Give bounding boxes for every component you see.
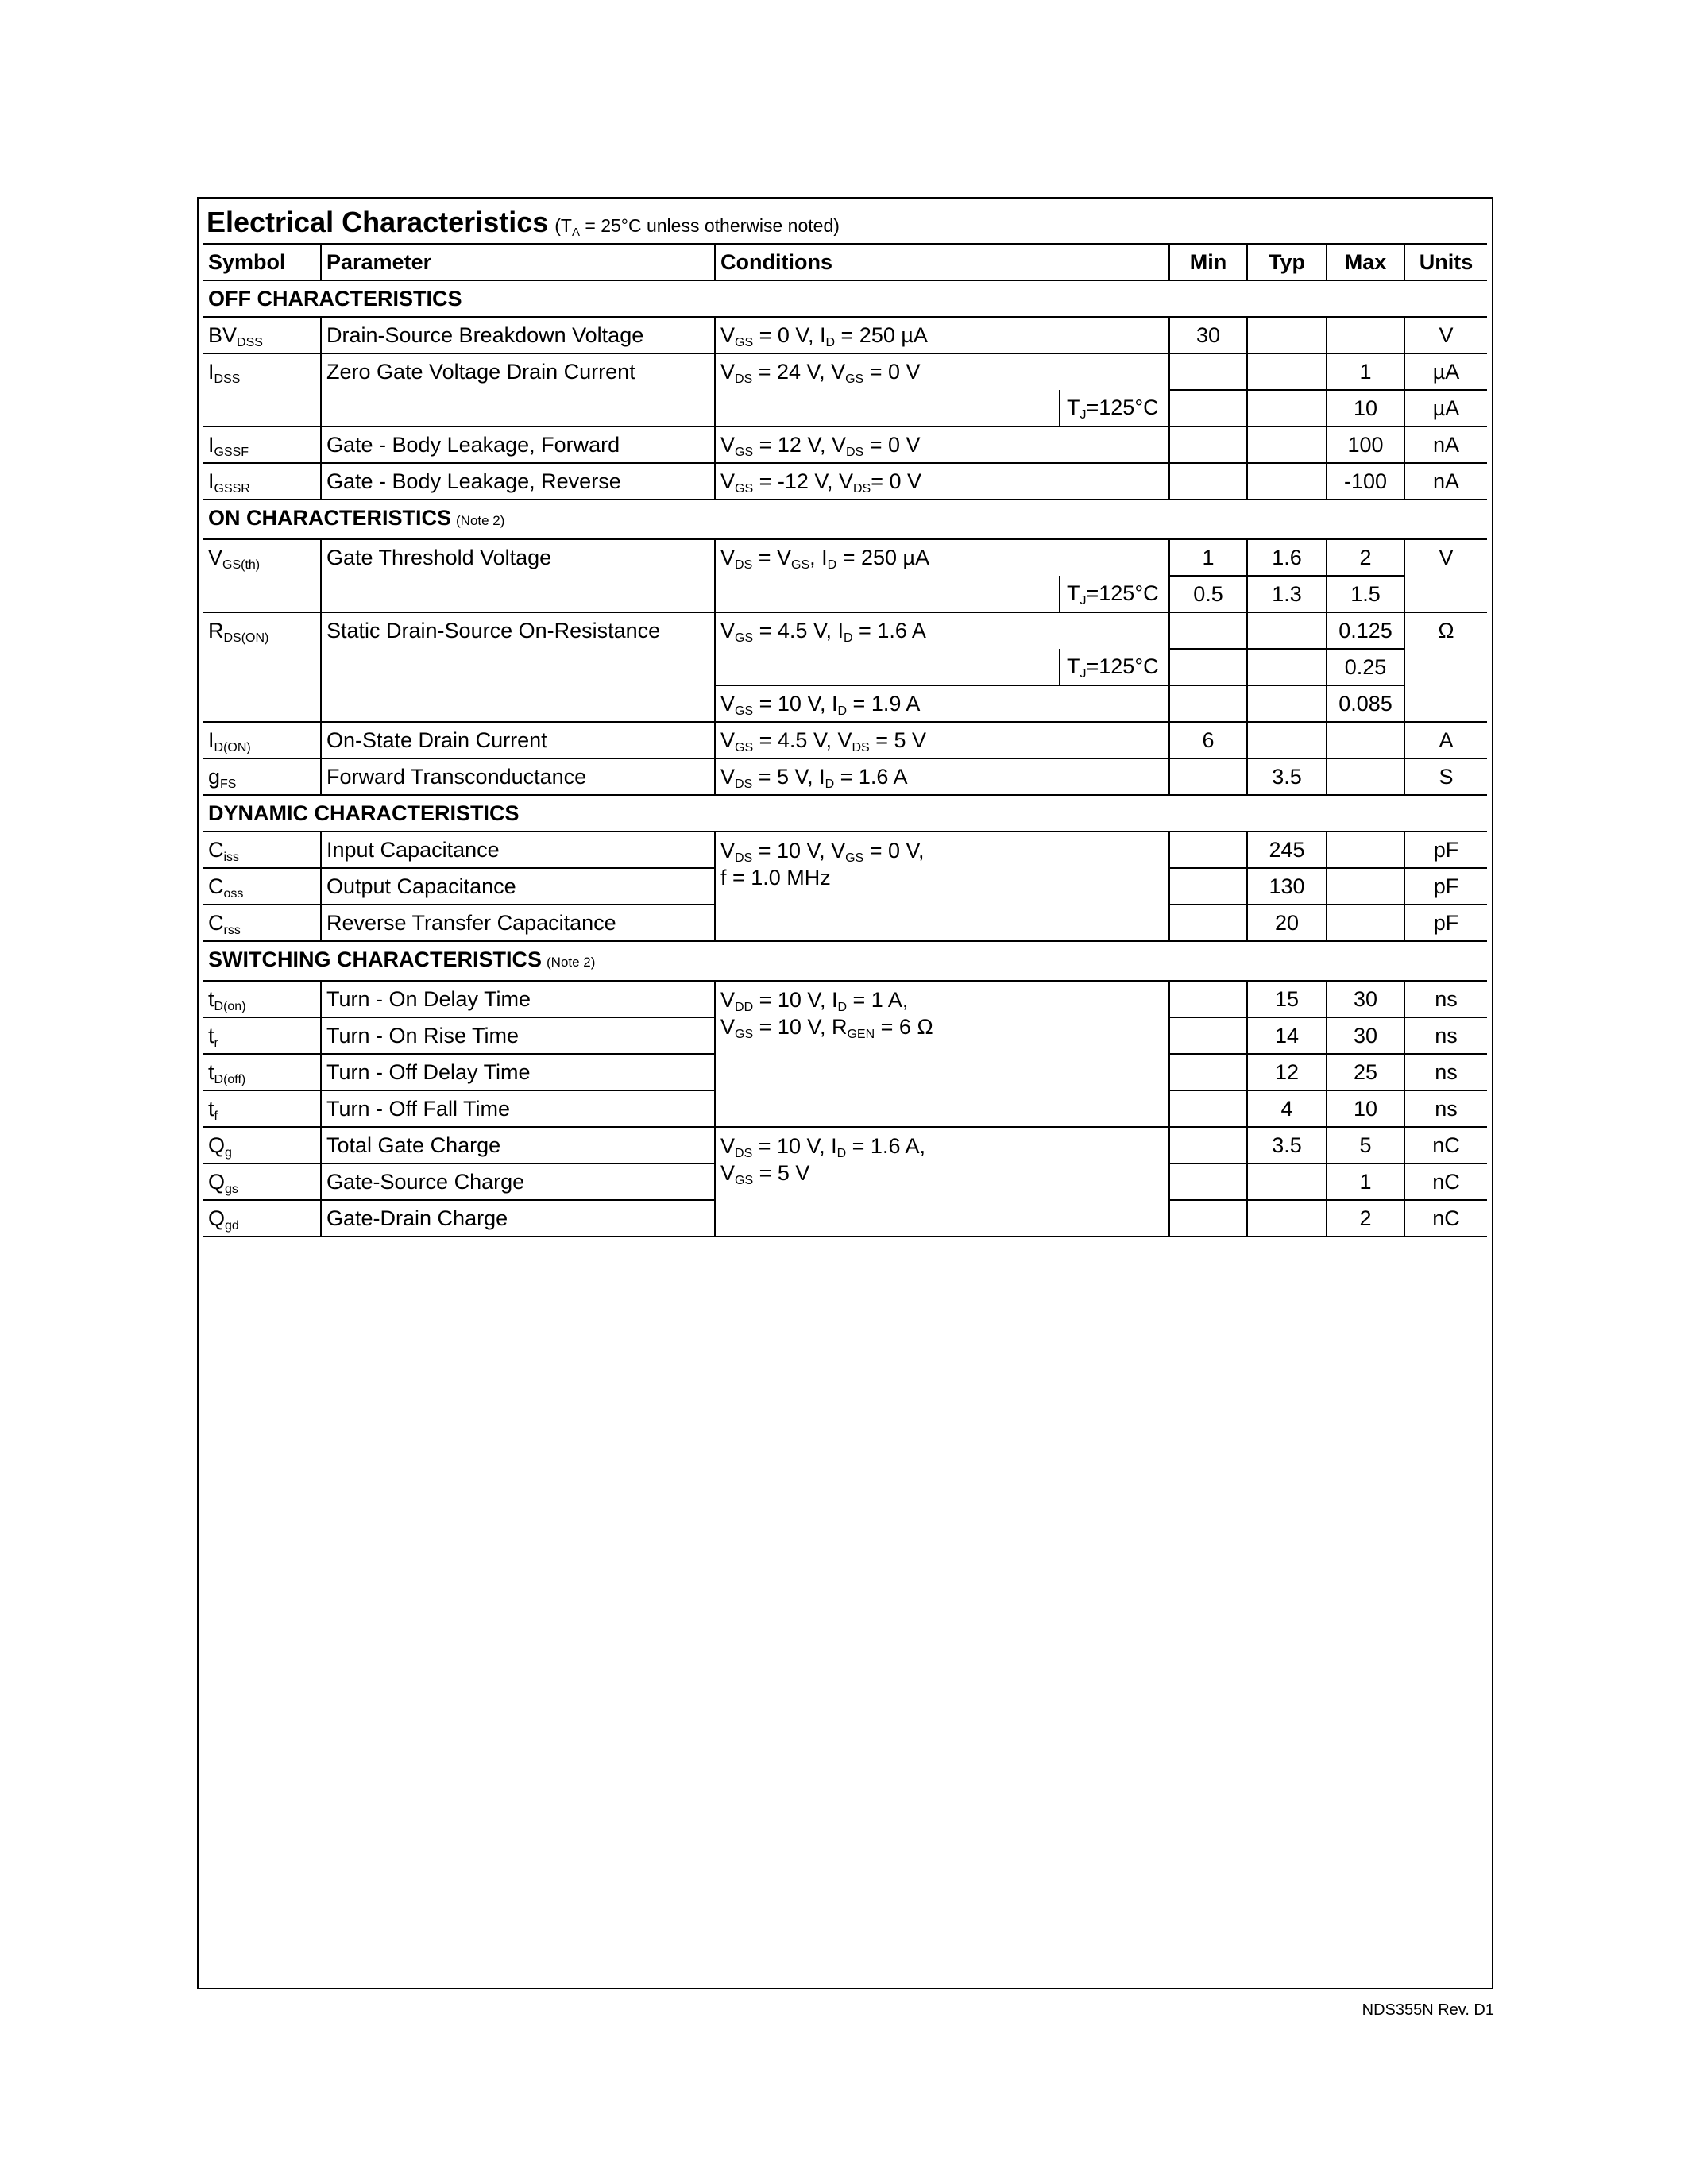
conditions-cell: $V_{GS} = 0$ V, $I_D = 250$ µA — [715, 317, 1169, 353]
table-cell: OFF CHARACTERISTICS — [203, 280, 1487, 317]
table-row — [203, 649, 1487, 685]
table-cell: 30 — [1169, 317, 1247, 353]
symbol-cell: $t_r$ — [203, 1017, 321, 1054]
conditions-cell: $V_{DS} = 10$ V, $I_D = 1.6$ A, $V_{GS} = 5$ V — [715, 1127, 1169, 1237]
table-cell: nA — [1404, 426, 1487, 463]
symbol-cell: $C_{oss}$ — [203, 868, 321, 905]
table-cell — [1247, 390, 1327, 426]
table-cell — [203, 685, 321, 722]
symbol-cell: $R_{DS(ON)}$ — [203, 612, 321, 649]
table-cell — [321, 685, 715, 722]
col-conditions: Conditions — [715, 244, 1169, 280]
symbol-cell: $C_{rss}$ — [203, 905, 321, 941]
table-cell — [1327, 905, 1404, 941]
conditions-cell: $V_{GS} = 4.5$ V, $V_{DS} = 5$ V — [715, 722, 1169, 758]
table-cell: 30 — [1327, 981, 1404, 1017]
table-cell: nC — [1404, 1200, 1487, 1237]
table-cell — [1169, 426, 1247, 463]
table-cell: 2 — [1327, 539, 1404, 576]
section-off — [203, 280, 1487, 317]
table-cell: ON CHARACTERISTICS (Note 2) — [203, 500, 1487, 539]
table-cell: DYNAMIC CHARACTERISTICS — [203, 795, 1487, 832]
table-cell: 1.6 — [1247, 539, 1327, 576]
table-cell — [715, 576, 1169, 612]
table-cell: 1 — [1169, 539, 1247, 576]
table-row — [203, 353, 1487, 390]
table-cell: ns — [1404, 981, 1487, 1017]
table-cell — [1169, 1200, 1247, 1237]
table-row — [203, 758, 1487, 795]
table-cell: 1 — [1327, 353, 1404, 390]
table-cell: 6 — [1169, 722, 1247, 758]
table-cell — [1169, 1163, 1247, 1200]
table-cell: pF — [1404, 832, 1487, 868]
table-cell: 130 — [1247, 868, 1327, 905]
conditions-cell: $V_{GS} = 10$ V, $I_D = 1.9$ A — [715, 685, 1169, 722]
table-cell: ns — [1404, 1017, 1487, 1054]
table-cell — [1404, 649, 1487, 685]
table-cell: SWITCHING CHARACTERISTICS (Note 2) — [203, 941, 1487, 981]
table-cell — [1247, 1163, 1327, 1200]
parameter-cell: Gate - Body Leakage, Forward — [321, 426, 715, 463]
table-cell: 1.5 — [1327, 576, 1404, 612]
table-cell: 3.5 — [1247, 1127, 1327, 1163]
table-cell — [1169, 390, 1247, 426]
table-cell — [1327, 832, 1404, 868]
table-cell — [1169, 981, 1247, 1017]
table-cell: 1.3 — [1247, 576, 1327, 612]
table-cell — [1169, 1017, 1247, 1054]
table-cell — [321, 390, 715, 426]
table-cell — [1247, 426, 1327, 463]
heading-conditions: ($T_A = 25^\circ C$ unless otherwise noted) — [554, 215, 840, 239]
conditions-cell — [715, 390, 1169, 426]
table-cell — [1169, 905, 1247, 941]
table-row — [203, 612, 1487, 649]
table-cell: 15 — [1247, 981, 1327, 1017]
table-cell — [1247, 685, 1327, 722]
parameter-cell: Turn - On Delay Time — [321, 981, 715, 1017]
table-cell — [1169, 758, 1247, 795]
parameter-cell: Turn - Off Fall Time — [321, 1090, 715, 1127]
table-cell: 4 — [1247, 1090, 1327, 1127]
table-cell — [715, 649, 1169, 685]
tj-condition: $T_J=125^\circ C$ — [1059, 576, 1169, 612]
table-cell: 12 — [1247, 1054, 1327, 1090]
parameter-cell: Gate-Drain Charge — [321, 1200, 715, 1237]
table-cell: ns — [1404, 1090, 1487, 1127]
header-row — [203, 244, 1487, 280]
symbol-cell: $Q_g$ — [203, 1127, 321, 1163]
parameter-cell: Drain-Source Breakdown Voltage — [321, 317, 715, 353]
symbol-cell: $BV_{DSS}$ — [203, 317, 321, 353]
table-cell: 0.25 — [1327, 649, 1404, 685]
table-cell: V — [1404, 317, 1487, 353]
table-cell: ns — [1404, 1054, 1487, 1090]
table-cell — [203, 390, 321, 426]
table-row — [203, 539, 1487, 576]
conditions-cell: $V_{GS} = 4.5$ V, $I_D = 1.6$ A — [715, 612, 1169, 649]
table-cell — [1169, 463, 1247, 500]
parameter-cell: Turn - Off Delay Time — [321, 1054, 715, 1090]
parameter-cell: Input Capacitance — [321, 832, 715, 868]
table-cell: 1 — [1327, 1163, 1404, 1200]
table-cell — [203, 576, 321, 612]
table-cell — [1247, 317, 1327, 353]
table-cell — [1169, 1090, 1247, 1127]
symbol-cell: $I_{D(ON)}$ — [203, 722, 321, 758]
table-cell: nC — [1404, 1127, 1487, 1163]
conditions-cell: $V_{DS} = 24$ V, $V_{GS} = 0$ V — [715, 353, 1169, 390]
table-cell: 5 — [1327, 1127, 1404, 1163]
section-dynamic — [203, 795, 1487, 832]
table-cell — [1169, 868, 1247, 905]
col-typ: Typ — [1247, 244, 1327, 280]
table-row — [203, 722, 1487, 758]
parameter-cell: Output Capacitance — [321, 868, 715, 905]
table-cell: -100 — [1327, 463, 1404, 500]
table-cell: 10 — [1327, 390, 1404, 426]
table-cell: 0.085 — [1327, 685, 1404, 722]
symbol-cell: $C_{iss}$ — [203, 832, 321, 868]
table-row — [203, 317, 1487, 353]
table-cell: 3.5 — [1247, 758, 1327, 795]
table-cell — [1169, 353, 1247, 390]
table-cell: pF — [1404, 905, 1487, 941]
table-cell: 0.5 — [1169, 576, 1247, 612]
table-cell: 25 — [1327, 1054, 1404, 1090]
table-cell: 10 — [1327, 1090, 1404, 1127]
table-cell — [1247, 722, 1327, 758]
parameter-cell: Turn - On Rise Time — [321, 1017, 715, 1054]
table-cell — [321, 649, 715, 685]
table-cell: nC — [1404, 1163, 1487, 1200]
conditions-cell: $V_{DD} = 10$ V, $I_D = 1$ A, $V_{GS} = 10$ V, $R_{GEN} = 6$ Ω — [715, 981, 1169, 1127]
conditions-cell: $V_{DS} = 10$ V, $V_{GS} = 0$ V, f = 1.0 MHz — [715, 832, 1169, 941]
table-cell: V — [1439, 546, 1454, 569]
table-cell — [1169, 1127, 1247, 1163]
symbol-cell: $I_{GSSF}$ — [203, 426, 321, 463]
table-cell: 20 — [1247, 905, 1327, 941]
table-cell: µA — [1404, 353, 1487, 390]
col-units: Units — [1404, 244, 1487, 280]
table-row — [203, 390, 1487, 426]
table-cell — [1169, 612, 1247, 649]
symbol-cell: $Q_{gs}$ — [203, 1163, 321, 1200]
table-cell — [1327, 317, 1404, 353]
table-cell: S — [1404, 758, 1487, 795]
table-cell — [1247, 1200, 1327, 1237]
conditions-cell: $V_{DS} = V_{GS}$, $I_D = 250$ µA — [715, 539, 1169, 576]
table-cell: µA — [1404, 390, 1487, 426]
document-revision: NDS355N Rev. D1 — [1362, 2001, 1494, 2019]
table-cell: nA — [1404, 463, 1487, 500]
table-cell — [1247, 353, 1327, 390]
parameter-cell: On-State Drain Current — [321, 722, 715, 758]
table-cell: 14 — [1247, 1017, 1327, 1054]
symbol-cell: $t_{D(on)}$ — [203, 981, 321, 1017]
parameter-cell: Zero Gate Voltage Drain Current — [321, 353, 715, 390]
section-on — [203, 500, 1487, 539]
table-row — [203, 832, 1487, 868]
parameter-cell: Gate-Source Charge — [321, 1163, 715, 1200]
table-cell — [203, 649, 321, 685]
table-cell — [1247, 463, 1327, 500]
table-cell: 245 — [1247, 832, 1327, 868]
table-cell: A — [1404, 722, 1487, 758]
table-cell — [1327, 758, 1404, 795]
table-cell: Ω — [1438, 619, 1454, 642]
symbol-cell: $I_{DSS}$ — [203, 353, 321, 390]
table-cell — [321, 576, 715, 612]
parameter-cell: Gate Threshold Voltage — [321, 539, 715, 576]
symbol-cell: $t_f$ — [203, 1090, 321, 1127]
parameter-cell: Forward Transconductance — [321, 758, 715, 795]
table-row — [203, 426, 1487, 463]
col-symbol: Symbol — [203, 244, 321, 280]
symbol-cell: $Q_{gd}$ — [203, 1200, 321, 1237]
table-cell — [1247, 649, 1327, 685]
table-cell — [1327, 868, 1404, 905]
tj-condition: $T_J=125^\circ C$ — [1059, 390, 1169, 426]
table-cell — [1169, 1054, 1247, 1090]
heading-title: Electrical Characteristics — [207, 206, 549, 238]
table-cell: 2 — [1327, 1200, 1404, 1237]
symbol-cell: $V_{GS(th)}$ — [203, 539, 321, 576]
parameter-cell: Reverse Transfer Capacitance — [321, 905, 715, 941]
conditions-cell: $V_{GS} = 12$ V, $V_{DS} = 0$ V — [715, 426, 1169, 463]
table-cell: 100 — [1327, 426, 1404, 463]
table-cell: 30 — [1327, 1017, 1404, 1054]
section-heading — [207, 203, 1485, 241]
parameter-cell: Static Drain-Source On-Resistance — [321, 612, 715, 649]
col-max: Max — [1327, 244, 1404, 280]
parameter-cell: Total Gate Charge — [321, 1127, 715, 1163]
col-min: Min — [1169, 244, 1247, 280]
table-row — [203, 463, 1487, 500]
symbol-cell: $g_{FS}$ — [203, 758, 321, 795]
table-cell — [1169, 832, 1247, 868]
table-cell — [1404, 685, 1487, 722]
col-parameter: Parameter — [321, 244, 715, 280]
table-row — [203, 1127, 1487, 1163]
table-cell — [1327, 722, 1404, 758]
table-row — [203, 981, 1487, 1017]
symbol-cell: $I_{GSSR}$ — [203, 463, 321, 500]
conditions-cell: $V_{GS} = -12$ V, $V_{DS}= 0$ V — [715, 463, 1169, 500]
section-switching — [203, 941, 1487, 981]
table-cell — [1169, 649, 1247, 685]
table-cell — [1404, 576, 1487, 612]
symbol-cell: $t_{D(off)}$ — [203, 1054, 321, 1090]
table-cell: 0.125 — [1327, 612, 1404, 649]
table-row — [203, 685, 1487, 722]
tj-condition: $T_J=125^\circ C$ — [1059, 649, 1169, 685]
table-cell — [1247, 612, 1327, 649]
parameter-cell: Gate - Body Leakage, Reverse — [321, 463, 715, 500]
table-cell: pF — [1404, 868, 1487, 905]
table-cell — [1169, 685, 1247, 722]
table-row — [203, 576, 1487, 612]
conditions-cell: $V_{DS} = 5$ V, $I_D = 1.6$ A — [715, 758, 1169, 795]
electrical-characteristics-table — [203, 243, 1487, 1237]
